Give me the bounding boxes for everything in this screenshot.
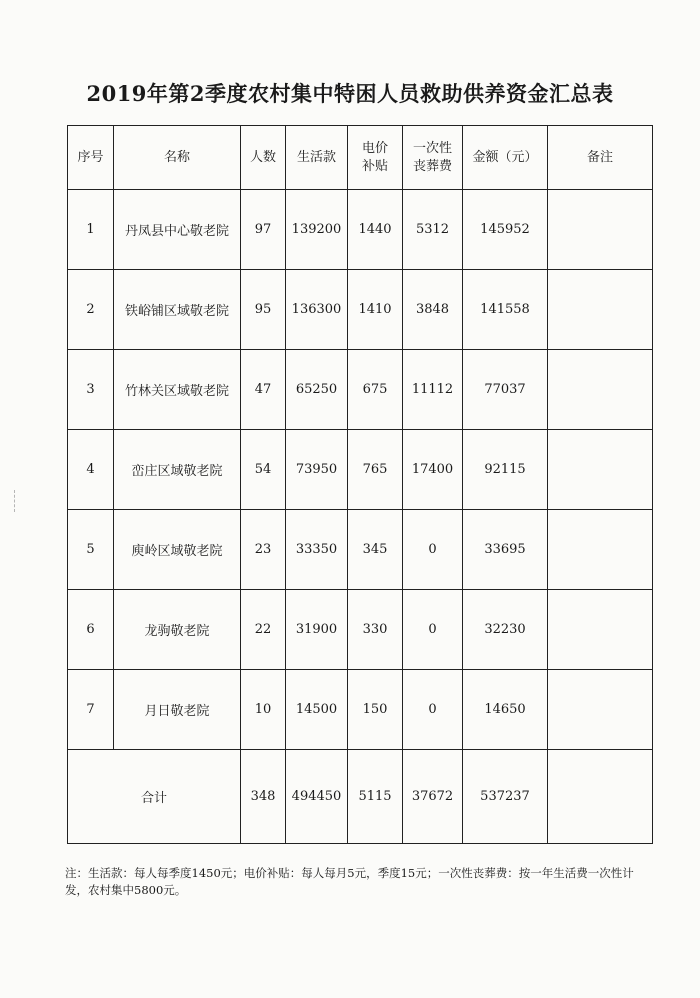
cell-index: 6 bbox=[68, 590, 114, 670]
table-row bbox=[68, 190, 653, 270]
total-living: 494450 bbox=[286, 750, 348, 844]
scan-mark bbox=[14, 490, 19, 512]
table-row bbox=[68, 270, 653, 350]
header-electric bbox=[348, 126, 403, 190]
cell-people: 54 bbox=[241, 430, 286, 510]
cell-people: 47 bbox=[241, 350, 286, 430]
cell-amount: 33695 bbox=[463, 510, 548, 590]
cell-people: 22 bbox=[241, 590, 286, 670]
cell-electric: 675 bbox=[348, 350, 403, 430]
cell-name: 竹林关区域敬老院 bbox=[114, 350, 241, 430]
cell-funeral: 0 bbox=[403, 590, 463, 670]
funding-summary-table bbox=[67, 125, 653, 844]
cell-electric: 330 bbox=[348, 590, 403, 670]
cell-electric: 765 bbox=[348, 430, 403, 510]
total-funeral: 37672 bbox=[403, 750, 463, 844]
cell-people: 97 bbox=[241, 190, 286, 270]
cell-name: 庾岭区域敬老院 bbox=[114, 510, 241, 590]
cell-name: 月日敬老院 bbox=[114, 670, 241, 750]
total-electric: 5115 bbox=[348, 750, 403, 844]
cell-living: 65250 bbox=[286, 350, 348, 430]
cell-electric: 150 bbox=[348, 670, 403, 750]
cell-index: 7 bbox=[68, 670, 114, 750]
cell-electric: 345 bbox=[348, 510, 403, 590]
cell-index: 4 bbox=[68, 430, 114, 510]
header-electric-line2: 补贴 bbox=[361, 158, 388, 174]
header-amount: 金额（元） bbox=[463, 126, 548, 190]
cell-funeral: 5312 bbox=[403, 190, 463, 270]
cell-remark bbox=[548, 430, 653, 510]
cell-remark bbox=[548, 350, 653, 430]
cell-people: 10 bbox=[241, 670, 286, 750]
header-name: 名称 bbox=[114, 126, 241, 190]
total-row bbox=[68, 750, 653, 844]
cell-people: 23 bbox=[241, 510, 286, 590]
cell-amount: 32230 bbox=[463, 590, 548, 670]
cell-amount: 145952 bbox=[463, 190, 548, 270]
cell-living: 139200 bbox=[286, 190, 348, 270]
header-living: 生活款 bbox=[286, 126, 348, 190]
total-label: 合计 bbox=[68, 750, 241, 844]
table-row bbox=[68, 350, 653, 430]
header-index: 序号 bbox=[68, 126, 114, 190]
table-row bbox=[68, 430, 653, 510]
total-amount: 537237 bbox=[463, 750, 548, 844]
header-funeral-line1: 一次性 bbox=[412, 140, 452, 156]
cell-name: 龙驹敬老院 bbox=[114, 590, 241, 670]
cell-electric: 1410 bbox=[348, 270, 403, 350]
header-funeral-line2: 丧葬费 bbox=[412, 158, 452, 174]
total-remark bbox=[548, 750, 653, 844]
footnote: 注：生活款：每人每季度1450元；电价补贴：每人每月5元，季度15元；一次性丧葬费：按一年生活费一次性计发，农村集中5800元。 bbox=[65, 866, 634, 897]
cell-amount: 77037 bbox=[463, 350, 548, 430]
header-row bbox=[68, 126, 653, 190]
cell-funeral: 11112 bbox=[403, 350, 463, 430]
cell-remark bbox=[548, 510, 653, 590]
cell-funeral: 17400 bbox=[403, 430, 463, 510]
cell-living: 33350 bbox=[286, 510, 348, 590]
cell-name: 丹凤县中心敬老院 bbox=[114, 190, 241, 270]
header-electric-line1: 电价 bbox=[361, 140, 388, 156]
table-row bbox=[68, 590, 653, 670]
cell-index: 1 bbox=[68, 190, 114, 270]
cell-amount: 141558 bbox=[463, 270, 548, 350]
cell-people: 95 bbox=[241, 270, 286, 350]
cell-name: 峦庄区域敬老院 bbox=[114, 430, 241, 510]
table-row bbox=[68, 670, 653, 750]
table-row bbox=[68, 510, 653, 590]
cell-index: 2 bbox=[68, 270, 114, 350]
header-remark: 备注 bbox=[548, 126, 653, 190]
cell-index: 5 bbox=[68, 510, 114, 590]
cell-remark bbox=[548, 590, 653, 670]
cell-living: 73950 bbox=[286, 430, 348, 510]
cell-remark bbox=[548, 270, 653, 350]
cell-living: 14500 bbox=[286, 670, 348, 750]
cell-funeral: 3848 bbox=[403, 270, 463, 350]
cell-amount: 14650 bbox=[463, 670, 548, 750]
cell-index: 3 bbox=[68, 350, 114, 430]
cell-living: 136300 bbox=[286, 270, 348, 350]
cell-amount: 92115 bbox=[463, 430, 548, 510]
cell-living: 31900 bbox=[286, 590, 348, 670]
cell-name: 铁峪铺区域敬老院 bbox=[114, 270, 241, 350]
cell-funeral: 0 bbox=[403, 670, 463, 750]
page-title: 2019年第2季度农村集中特困人员救助供养资金汇总表 bbox=[86, 81, 614, 106]
header-people: 人数 bbox=[241, 126, 286, 190]
cell-remark bbox=[548, 670, 653, 750]
cell-funeral: 0 bbox=[403, 510, 463, 590]
cell-electric: 1440 bbox=[348, 190, 403, 270]
total-people: 348 bbox=[241, 750, 286, 844]
cell-remark bbox=[548, 190, 653, 270]
header-funeral bbox=[403, 126, 463, 190]
